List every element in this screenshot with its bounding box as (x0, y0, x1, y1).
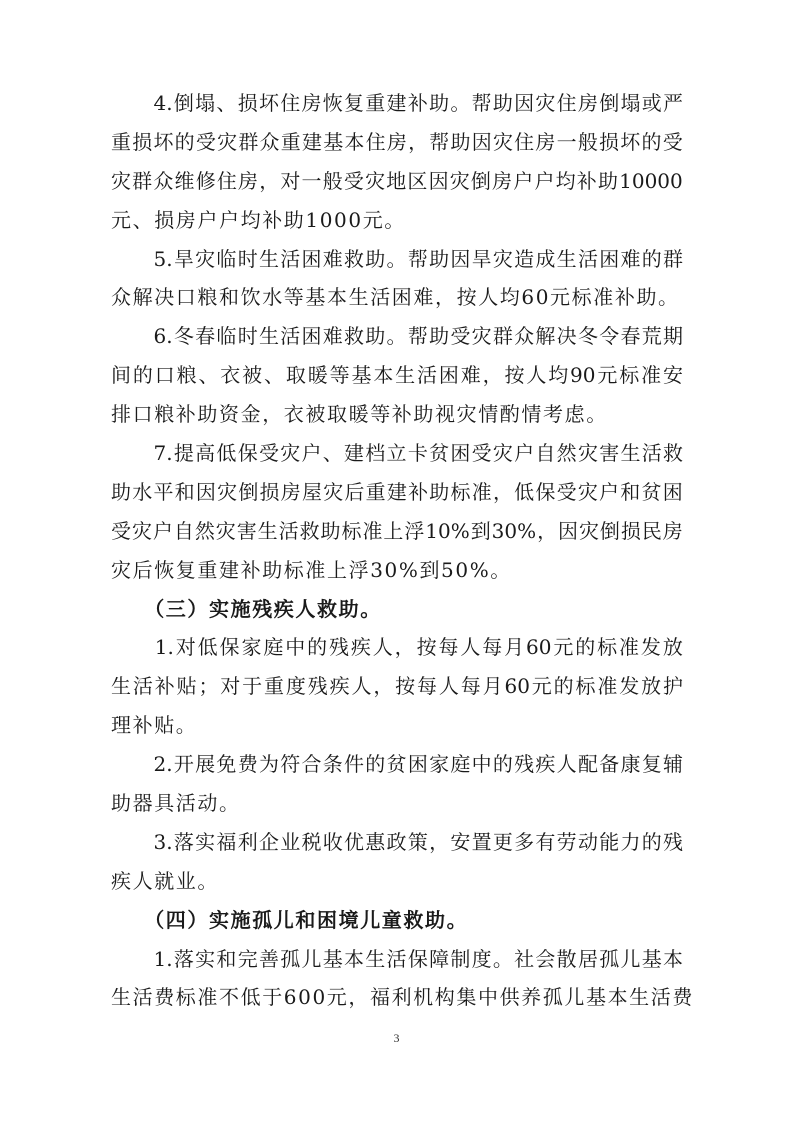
paragraph (111, 823, 683, 901)
text-line: 5. 旱 灾 临 时 生 活 困 难 救 助 。 帮 助 因 旱 灾 造 成 生 活 困 难 的 群 (153, 246, 683, 271)
paragraph (111, 240, 683, 318)
paragraph (111, 84, 683, 240)
text-line: （四）实施孤儿和困境儿童救助。 (111, 907, 469, 932)
text-line: 受 灾 户 自 然 灾 害 生 活 救 助 标 准 上 浮 10% 到 30% ， 因 灾 倒 损 民 房 (111, 518, 683, 543)
text-line: 2. 开 展 免 费 为 符 合 条 件 的 贫 困 家 庭 中 的 残 疾 人 配 备 康 复 辅 (153, 752, 683, 777)
section-heading (111, 901, 683, 940)
text-line: 疾人就业。 (111, 868, 219, 893)
paragraph (111, 317, 683, 434)
text-line: 6. 冬 春 临 时 生 活 困 难 救 助 。 帮 助 受 灾 群 众 解 决 冬 令 春 荒 期 (153, 324, 683, 349)
text-line: 间 的 口 粮 、 衣 被 、 取 暖 等 基 本 生 活 困 难 ， 按 人 均 90 元 标 准 安 (111, 363, 683, 388)
section-heading (111, 590, 683, 629)
text-line: 元、损房户户均补助1000元。 (111, 207, 406, 232)
paragraph (111, 434, 683, 590)
text-line: 4. 倒 塌 、 损 坏 住 房 恢 复 重 建 补 助 。 帮 助 因 灾 住 房 倒 塌 或 严 (153, 91, 683, 115)
text-line: 1. 对 低 保 家 庭 中 的 残 疾 人 ， 按 每 人 每 月 60 元 的 标 准 发 放 (154, 635, 683, 660)
paragraph (111, 628, 683, 745)
body-text (111, 84, 694, 1017)
text-line: 排口粮补助资金，衣被取暖等补助视灾情酌情考虑。 (111, 402, 608, 427)
text-line: 众解决口粮和饮水等基本生活困难，按人均60元标准补助。 (111, 285, 680, 310)
text-line: 理补贴。 (111, 713, 198, 738)
text-line: 灾后恢复重建补助标准上浮30%到50%。 (111, 557, 512, 582)
text-line: 1. 落 实 和 完 善 孤 儿 基 本 生 活 保 障 制 度 。 社 会 散 居 孤 儿 基 本 (153, 946, 683, 971)
paragraph (111, 745, 683, 823)
text-line: 重 损 坏 的 受 灾 群 众 重 建 基 本 住 房 ， 帮 助 因 灾 住 房 一 般 损 坏 的 受 (111, 129, 683, 154)
text-line: 生 活 补 贴 ； 对 于 重 度 残 疾 人 ， 按 每 人 每 月 60 元 的 标 准 发 放 护 (111, 674, 683, 699)
text-line: 7. 提 高 低 保 受 灾 户 、 建 档 立 卡 贫 困 受 灾 户 自 然 灾 害 生 活 救 (153, 441, 683, 466)
text-line: 生活费标准不低于600元，福利机构集中供养孤儿基本生活费 (111, 985, 694, 1010)
page-number: 3 (393, 1031, 400, 1045)
text-line: 助器具活动。 (111, 791, 241, 816)
text-line: （三）实施残疾人救助。 (111, 596, 382, 621)
text-line: 3. 落 实 福 利 企 业 税 收 优 惠 政 策 ， 安 置 更 多 有 劳 动 能 力 的 残 (153, 829, 683, 854)
text-line: 灾 群 众 维 修 住 房 ， 对 一 般 受 灾 地 区 因 灾 倒 房 户 户 均 补 助 10000 (111, 168, 683, 193)
paragraph (111, 940, 694, 1018)
text-line: 助 水 平 和 因 灾 倒 损 房 屋 灾 后 重 建 补 助 标 准 ， 低 保 受 灾 户 和 贫 困 (111, 479, 683, 504)
